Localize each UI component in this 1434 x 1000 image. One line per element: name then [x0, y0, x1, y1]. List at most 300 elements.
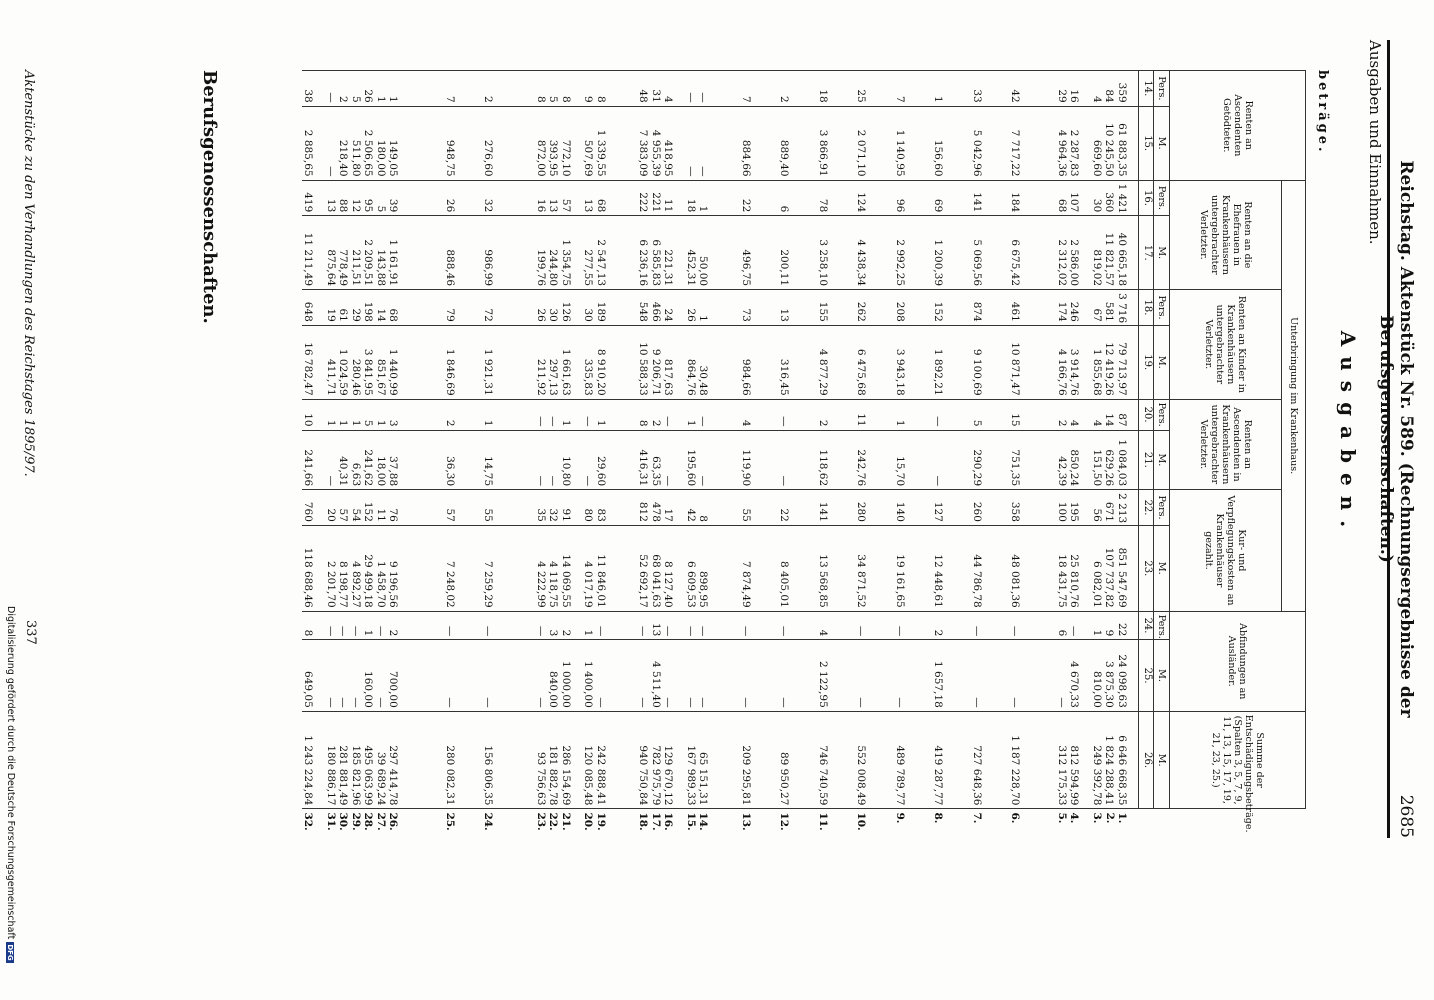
table-cell: 889,40 — [778, 106, 817, 180]
table-cell: 37,88 18,00 241,62 6,63 40,31 — — [325, 430, 444, 490]
section-title: Berufsgenossenschaften. — [199, 70, 220, 324]
table-cell: 24 466 548 — [637, 290, 685, 326]
sub-pers: Pers. — [1154, 290, 1170, 326]
table-cell: — — [444, 611, 483, 640]
table-cell: 418,95 4 955,39 7 383,09 — [637, 106, 685, 180]
dfg-logo: DFG — [6, 944, 14, 961]
table-cell: 11 221 222 — [637, 180, 685, 216]
table-cell: 61 883,35 10 245,50 669,60 — [1091, 106, 1139, 180]
table-cell: 461 — [1009, 290, 1056, 326]
table-cell: 200,11 — [778, 216, 817, 290]
table-cell: 72 — [482, 290, 535, 326]
table-cell: — — [971, 640, 1010, 711]
table-cell: 30,48 864,76 — [685, 325, 740, 399]
table-cell: — — — [685, 611, 740, 640]
table-cell: 68 13 — [582, 180, 637, 216]
row-number: 12. — [778, 812, 791, 831]
table-cell: — — [855, 640, 894, 711]
col-header-2: Renten an die Ehefrauen in Krankenhäusern untergebrachter Verletzter. — [1170, 180, 1282, 290]
table-cell: 73 — [740, 290, 779, 326]
table-cell: 3 914,76 4 166,76 — [1056, 325, 1091, 399]
table-cell: 25 — [855, 71, 894, 107]
table-row — [302, 71, 325, 841]
col-number: 17. — [1139, 216, 1154, 290]
table-cell: 50,00 452,31 — [685, 216, 740, 290]
row-number: 21. 22. 23. — [535, 812, 572, 831]
table-cell: 1 657,18 — [932, 640, 971, 711]
table-cell: 152 — [932, 290, 971, 326]
page-title: Ausgaben. — [1336, 330, 1360, 538]
row-number: 7. — [971, 812, 983, 824]
col-number: 15. — [1139, 106, 1154, 180]
table-cell: 83 80 — [582, 490, 637, 526]
table-cell: — — [894, 640, 933, 711]
col-header-4: Renten an Ascendenten in Krankenhäusern untergebrachter Verletzter. — [1170, 399, 1282, 490]
table-cell: 14 069,55 4 118,75 4 222,99 — [535, 525, 583, 611]
table-cell: 10 871,47 — [1009, 325, 1056, 399]
table-cell: — — [740, 611, 779, 640]
row-number: 8. — [932, 812, 945, 824]
sub-pers: Pers. — [1154, 399, 1170, 430]
table-cell: 286 154,69 181 882,78 93 756,63 — [535, 711, 583, 809]
row-number: 4. 5. — [1056, 812, 1081, 824]
table-row — [778, 71, 817, 841]
table-cell: 2 — [817, 399, 856, 430]
sub-pers: Pers. — [1154, 611, 1170, 640]
table-cell: 7 — [740, 71, 779, 107]
table-cell: 1 26 — [685, 290, 740, 326]
table-cell: — 195,60 — [685, 430, 740, 490]
column-number-row — [1139, 71, 1154, 841]
header-subtitle: Ausgaben und Einnahmen. — [1366, 40, 1384, 245]
col-number: 22. — [1139, 490, 1154, 526]
table-cell: 2 — [778, 71, 817, 107]
col-number: 21. — [1139, 430, 1154, 490]
table-cell: 118,62 — [817, 430, 856, 490]
table-cell: 817,63 9 206,71 10 588,33 — [637, 325, 685, 399]
row-number: 13. — [740, 812, 752, 831]
row-number: 1. 2. 3. — [1091, 812, 1129, 824]
table-cell: 8 — [302, 611, 325, 640]
table-cell: 79 713,97 12 419,26 1 855,68 — [1091, 325, 1139, 399]
table-cell: 76 11 152 54 57 20 — [325, 490, 444, 526]
table-cell: 68 14 198 29 61 19 — [325, 290, 444, 326]
table-cell: 5 — [971, 399, 1010, 430]
sub-m: M. — [1154, 430, 1170, 490]
table-cell: 149,05 180,00 2 506,65 511,80 218,40 — — [325, 106, 444, 180]
table-cell: 22 — [778, 490, 817, 526]
table-cell: 8 405,01 — [778, 525, 817, 611]
table-cell: 888,46 — [444, 216, 483, 290]
table-cell: 242 888,41 120 085,48 — [582, 711, 637, 809]
table-cell: 36,30 — [444, 430, 483, 490]
row-number: 24. — [482, 812, 495, 831]
table-cell: 7 248,02 — [444, 525, 483, 611]
table-cell: 129 670,12 782 975,79 940 750,84 — [637, 711, 685, 809]
table-cell: 1 354,75 244,80 199,76 — [535, 216, 583, 290]
header-center: Reichstag. Aktenstück Nr. 589. (Rechnungsergebnisse der Berufsgenossenschaften.) — [1376, 160, 1416, 718]
table-cell: 69 — [932, 180, 971, 216]
sub-pers: Pers. — [1154, 490, 1170, 526]
table-cell: 2 — [444, 399, 483, 430]
table-cell: 1 846,69 — [444, 325, 483, 399]
col-number: 14. — [1139, 71, 1154, 107]
table-cell: 276,60 — [482, 106, 535, 180]
table-cell: 262 — [855, 290, 894, 326]
table-cell: 7 717,22 — [1009, 106, 1056, 180]
table-row — [740, 71, 779, 841]
table-cell: — — [894, 611, 933, 640]
table-cell: 7 874,49 — [740, 525, 779, 611]
table-row — [535, 71, 583, 841]
col-header-3: Renten an Kinder in Krankenhäusern untergebrachter Verletzter. — [1170, 290, 1282, 400]
table-cell: 3 1 5 1 1 1 — [325, 399, 444, 430]
table-cell: 8 5 8 — [535, 71, 583, 107]
side-note-text: Digitalisierung gefördert durch die Deutsche Forschungsgemeinschaft — [5, 606, 16, 940]
table-cell: 1 084,03 629,26 151,50 — [1091, 430, 1139, 490]
table-cell: 4 31 48 — [637, 71, 685, 107]
table-cell: 984,66 — [740, 325, 779, 399]
row-number: 25. — [444, 812, 456, 831]
table-cell: 7 — [444, 71, 483, 107]
sub-header-row — [1154, 71, 1170, 841]
table-cell: 15 — [1009, 399, 1056, 430]
table-cell: 2 — [482, 71, 535, 107]
row-number-spacer — [1139, 809, 1306, 840]
table-cell: 241,66 — [302, 430, 325, 490]
table-cell: 419 — [302, 180, 325, 216]
table-row — [971, 71, 1010, 841]
table-cell: 29,60 — — [582, 430, 637, 490]
table-cell: 34 871,52 — [855, 525, 894, 611]
table-cell: 24 098,63 3 875,30 810,00 — [1091, 640, 1139, 711]
table-cell: 242,76 — [855, 430, 894, 490]
table-cell: 1 243 224,84 — [302, 711, 325, 809]
col-header-7: Summe der Entschädigungsbeträge. (Spalten 3, 5, 7, 9, 11, 13, 15, 17, 19, 21, 23, 25.) — [1170, 711, 1306, 809]
table-cell: 141 — [817, 490, 856, 526]
table-cell: 8 42 — [685, 490, 740, 526]
group-heading: Unterbringung im Krankenhaus. — [1282, 180, 1306, 611]
table-cell: 5 069,56 — [971, 216, 1010, 290]
table-cell: 42 — [1009, 71, 1056, 107]
table-cell: 79 — [444, 290, 483, 326]
table-cell: 496,75 — [740, 216, 779, 290]
header-rule — [1387, 40, 1390, 838]
col-number: 23. — [1139, 525, 1154, 611]
table-cell: 8 9 — [582, 71, 637, 107]
table-cell: 2 547,13 277,55 — [582, 216, 637, 290]
footer-text: Aktenstücke zu den Verhandlungen des Reichstages 1895/97. — [21, 70, 36, 477]
table-cell: 55 — [740, 490, 779, 526]
table-cell: 96 — [894, 180, 933, 216]
table-cell: 1 18 — [685, 180, 740, 216]
table-cell: 22 — [740, 180, 779, 216]
sub-pers: Pers. — [1154, 71, 1170, 107]
table-cell: 850,24 42,39 — [1056, 430, 1091, 490]
table-cell: — — [740, 640, 779, 711]
table-cell: — — — [685, 640, 740, 711]
table-cell: 6 475,68 — [855, 325, 894, 399]
table-cell: 141 — [971, 180, 1010, 216]
table-cell: 246 174 — [1056, 290, 1091, 326]
table-cell: 57 — [444, 490, 483, 526]
table-cell: — — [1009, 611, 1056, 640]
table-cell: 948,75 — [444, 106, 483, 180]
table-cell: — — [482, 640, 535, 711]
table-row — [894, 71, 933, 841]
table-cell: 9 196,56 1 458,70 29 499,18 4 892,27 8 198,77 2 201,70 — [325, 525, 444, 611]
footer-page-number: 337 — [23, 620, 38, 645]
table-cell: 5 042,96 — [971, 106, 1010, 180]
table-row — [637, 71, 685, 841]
table-cell: 126 30 26 — [535, 290, 583, 326]
table-cell: 189 30 — [582, 290, 637, 326]
sub-m: M. — [1154, 325, 1170, 399]
table-cell: 209 295,81 — [740, 711, 779, 809]
row-number: 14. 15. — [685, 812, 710, 831]
table-row — [444, 71, 483, 841]
running-header — [1376, 40, 1420, 838]
table-cell: — 4 511,40 — — [637, 640, 685, 711]
table-cell: — 2 8 — [637, 399, 685, 430]
table-row — [1056, 71, 1091, 841]
table-cell: 3 866,91 — [817, 106, 856, 180]
table-row — [855, 71, 894, 841]
table-cell: 489 789,77 — [894, 711, 933, 809]
table-cell: 1 187 228,70 — [1009, 711, 1056, 809]
col-number: 18. — [1139, 290, 1154, 326]
table-cell: 3 716 581 67 — [1091, 290, 1139, 326]
table-cell: 48 081,36 — [1009, 525, 1056, 611]
expenditure-table — [302, 70, 1306, 840]
table-row — [1009, 71, 1056, 841]
table-cell: 9 100,69 — [971, 325, 1010, 399]
table-cell: 648 — [302, 290, 325, 326]
table-cell: — 63,35 416,31 — [637, 430, 685, 490]
table-cell: 874 — [971, 290, 1010, 326]
table-cell: 1 440,99 851,67 3 841,95 280,46 1 024,59 411,71 — [325, 325, 444, 399]
table-cell: — 1 — [685, 399, 740, 430]
table-cell: — — — [685, 106, 740, 180]
table-cell: 208 — [894, 290, 933, 326]
table-cell: 13 — [778, 290, 817, 326]
table-cell: 1 200,39 — [932, 216, 971, 290]
table-cell: 221,31 6 585,83 6 236,16 — [637, 216, 685, 290]
table-cell: 1 140,95 — [894, 106, 933, 180]
table-cell: — 1 — [582, 611, 637, 640]
table-cell: 4 2 — [1056, 399, 1091, 430]
table-cell: 812 594,99 312 175,33 — [1056, 711, 1091, 809]
table-cell: 17 478 812 — [637, 490, 685, 526]
row-number: 10. — [855, 812, 868, 831]
table-cell: 12 448,61 — [932, 525, 971, 611]
table-cell: 986,99 — [482, 216, 535, 290]
table-cell: — — [1009, 640, 1056, 711]
table-cell: 2 885,65 — [302, 106, 325, 180]
table-cell: 57 13 16 — [535, 180, 583, 216]
table-cell: 11 — [855, 399, 894, 430]
col-header-6: Abfindungen an Ausländer. — [1170, 611, 1306, 711]
table-cell: — 6 — [1056, 611, 1091, 640]
table-cell: 760 — [302, 490, 325, 526]
table-cell: 8 910,20 335,83 — [582, 325, 637, 399]
table-cell: 2 3 — — [535, 611, 583, 640]
table-cell: 156,60 — [932, 106, 971, 180]
table-cell: 1 000,00 840,00 — — [535, 640, 583, 711]
table-cell: 649,05 — [302, 640, 325, 711]
row-number: 11. — [817, 812, 829, 831]
table-cell: 32 — [482, 180, 535, 216]
table-cell: 1 921,31 — [482, 325, 535, 399]
table-cell: 1 892,21 — [932, 325, 971, 399]
table-cell: — — — [685, 71, 740, 107]
table-cell: 2 586,00 2 312,02 — [1056, 216, 1091, 290]
table-cell: 3 258,10 — [817, 216, 856, 290]
table-cell: 119,90 — [740, 430, 779, 490]
table-cell: 2 992,25 — [894, 216, 933, 290]
table-cell: 2 071,10 — [855, 106, 894, 180]
table-cell: 316,45 — [778, 325, 817, 399]
table-cell: 2 213 671 56 — [1091, 490, 1139, 526]
table-row — [1091, 71, 1139, 841]
table-cell: 127 — [932, 490, 971, 526]
table-cell: 38 — [302, 71, 325, 107]
table-cell: 184 — [1009, 180, 1056, 216]
row-number: 9. — [894, 812, 906, 824]
table-cell: 10 — [302, 399, 325, 430]
table-cell: 7 259,29 — [482, 525, 535, 611]
table-cell: 700,00 — 160,00 — — — — [325, 640, 444, 711]
table-cell: 11 211,49 — [302, 216, 325, 290]
table-cell: 14,75 — [482, 430, 535, 490]
table-cell: 297 414,78 39 689,24 495 063,99 185 821,96 281 881,49 180 886,17 — [325, 711, 444, 809]
row-number: 16. 17. 18. — [637, 812, 675, 831]
col-header-1: Renten an Ascendenten Getödteter. — [1170, 71, 1306, 181]
table-cell: 4 670,33 — — [1056, 640, 1091, 711]
table-cell: 195 100 — [1056, 490, 1091, 526]
table-cell: 11 846,01 4 017,19 — [582, 525, 637, 611]
table-row — [932, 71, 971, 841]
table-cell: — — [444, 640, 483, 711]
table-cell: 280 — [855, 490, 894, 526]
table-cell: 7 — [894, 71, 933, 107]
table-cell: — — [971, 611, 1010, 640]
row-number: 6. — [1009, 812, 1022, 824]
sub-pers: Pers. — [1154, 180, 1170, 216]
table-cell: 1 1 26 5 2 — — [325, 71, 444, 107]
table-cell: 4 — [817, 611, 856, 640]
table-cell: 155 — [817, 290, 856, 326]
table-row — [325, 71, 444, 841]
table-row — [817, 71, 856, 841]
col-number: 19. — [1139, 325, 1154, 399]
table-cell: — — [932, 430, 971, 490]
table-cell: 1 421 360 30 — [1091, 180, 1139, 216]
table-cell: 8 127,40 68 041,63 52 692,17 — [637, 525, 685, 611]
table-cell: 3 943,18 — [894, 325, 933, 399]
table-cell: 118 688,46 — [302, 525, 325, 611]
table-cell: 87 14 4 — [1091, 399, 1139, 430]
table-cell: 6 — [778, 180, 817, 216]
col-number: 25. — [1139, 640, 1154, 711]
table-cell: 280 082,31 — [444, 711, 483, 809]
col-header-5: Kur- und Verpflegungskosten an Krankenhäuser gezahlt. — [1170, 490, 1282, 612]
table-row — [582, 71, 637, 841]
table-cell: 260 — [971, 490, 1010, 526]
table-cell: 1 661,63 297,13 211,92 — [535, 325, 583, 399]
dfg-side-note — [2, 606, 16, 994]
table-cell: 13 568,85 — [817, 525, 856, 611]
table-cell: 26 — [444, 180, 483, 216]
table-cell: — — [482, 611, 535, 640]
table-cell: 4 877,29 — [817, 325, 856, 399]
row-number: 32. — [302, 812, 315, 831]
table-cell: 156 806,35 — [482, 711, 535, 809]
table-cell: — — [778, 611, 817, 640]
table-cell: 33 — [971, 71, 1010, 107]
sub-m: M. — [1154, 106, 1170, 180]
table-cell: 1 — [894, 399, 933, 430]
table-cell: 552 008,49 — [855, 711, 894, 809]
table-cell: 6 646 668,35 1 824 288,41 249 392,78 — [1091, 711, 1139, 809]
table-cell: 1 — — [582, 399, 637, 430]
table-cell: 1 — — — [535, 399, 583, 430]
table-cell: 40 665,18 11 821,57 819,02 — [1091, 216, 1139, 290]
col-number: 20. — [1139, 399, 1154, 430]
col-number: 24. — [1139, 611, 1154, 640]
col-number: 26. — [1139, 711, 1154, 809]
table-cell: 1 161,91 143,88 2 209,51 211,51 778,49 875,64 — [325, 216, 444, 290]
table-cell: — — [855, 611, 894, 640]
sub-m: M. — [1154, 525, 1170, 611]
table-cell: 851 547,69 107 737,82 6 082,01 — [1091, 525, 1139, 611]
sub-m: M. — [1154, 216, 1170, 290]
table-cell: 751,35 — [1009, 430, 1056, 490]
table-cell: 39 5 95 12 88 13 — [325, 180, 444, 216]
table-cell: — — [778, 640, 817, 711]
row-number: 19. 20. — [582, 812, 607, 831]
table-cell: 290,29 — [971, 430, 1010, 490]
table-cell: 16 782,47 — [302, 325, 325, 399]
table-cell: 65 151,31 167 989,33 — [685, 711, 740, 809]
table-cell: 4 — [740, 399, 779, 430]
table-cell: 884,66 — [740, 106, 779, 180]
table-cell: 25 810,76 18 431,75 — [1056, 525, 1091, 611]
table-cell: 55 — [482, 490, 535, 526]
table-cell: 89 950,27 — [778, 711, 817, 809]
table-cell: — 1 400,00 — [582, 640, 637, 711]
table-cell: 898,95 6 609,53 — [685, 525, 740, 611]
table-cell: 10,80 — — — [535, 430, 583, 490]
table-cell: 44 786,78 — [971, 525, 1010, 611]
table-cell: 15,70 — [894, 430, 933, 490]
table-cell: 6 675,42 — [1009, 216, 1056, 290]
table-cell: — 13 — — [637, 611, 685, 640]
header-page-number: 2685 — [1396, 794, 1416, 838]
sub-m: M. — [1154, 711, 1170, 809]
col-number: 16. — [1139, 180, 1154, 216]
table-row — [685, 71, 740, 841]
table-cell: 22 9 1 — [1091, 611, 1139, 640]
table-cell: 358 — [1009, 490, 1056, 526]
table-cell: 1 — [932, 71, 971, 107]
table-cell: 16 29 — [1056, 71, 1091, 107]
table-cell: 19 161,65 — [894, 525, 933, 611]
table-cell: 419 287,77 — [932, 711, 971, 809]
table-cell: — — [932, 399, 971, 430]
table-cell: — — [778, 430, 817, 490]
left-continuation-label: beträge. — [1315, 70, 1330, 155]
